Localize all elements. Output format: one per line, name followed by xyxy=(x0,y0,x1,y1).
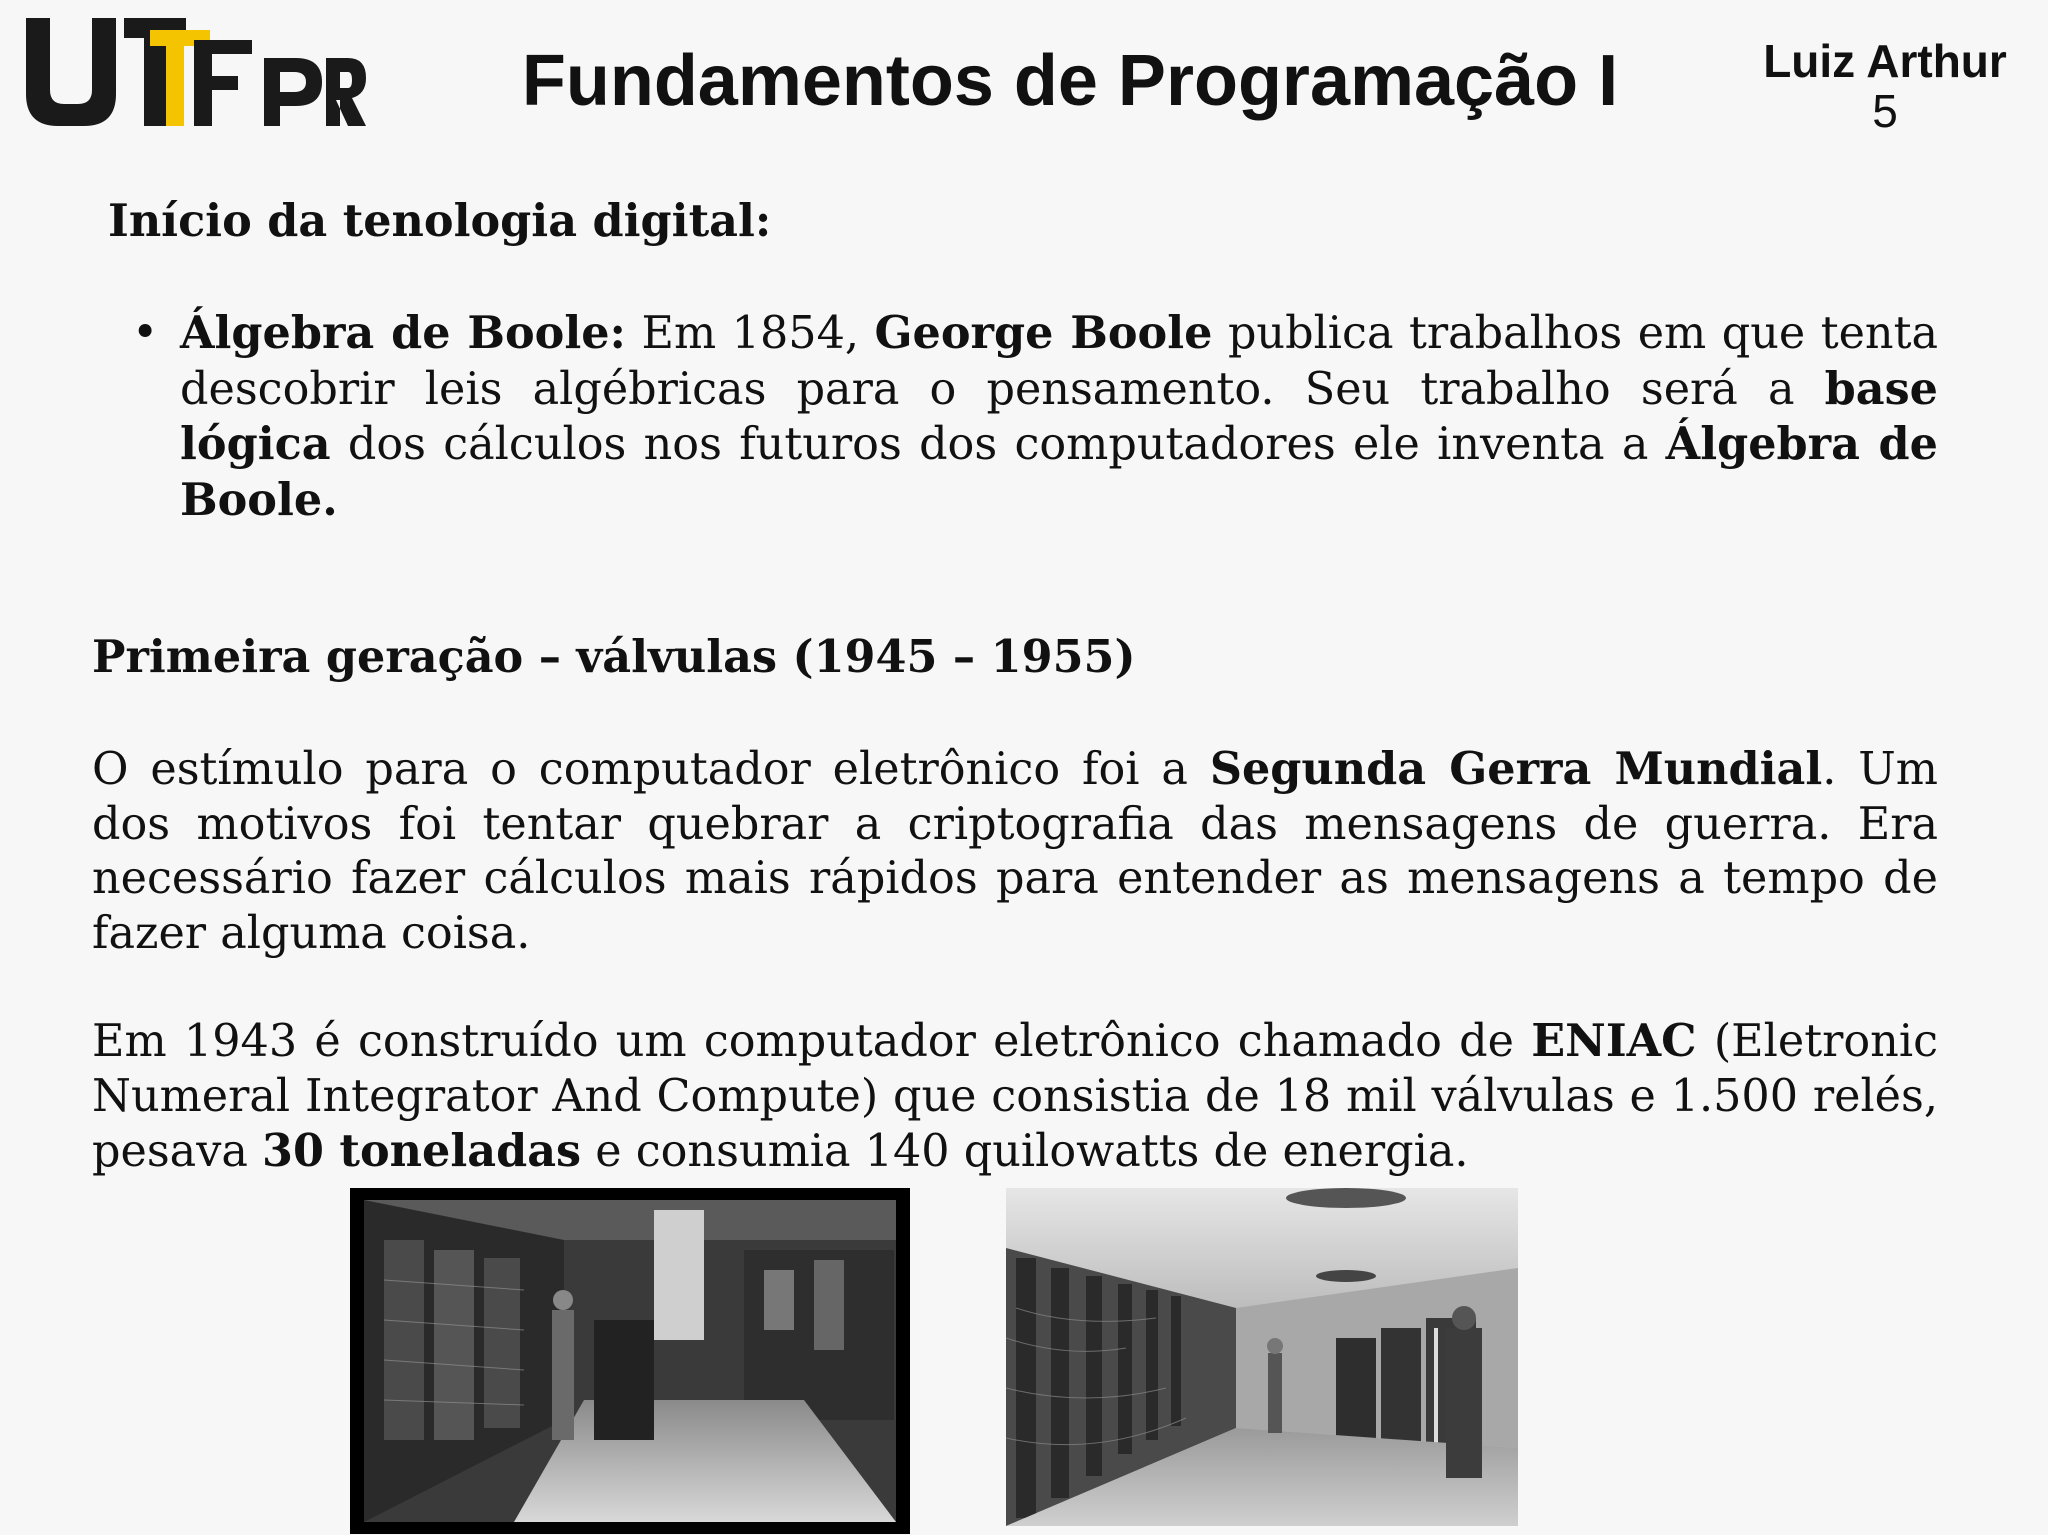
bullet-marker: • xyxy=(132,307,159,358)
text-span: publica trabalhos em que tenta descobrir leis algébricas para o pensamento. Seu trabalho será a xyxy=(180,308,1938,415)
eniac-photo-left xyxy=(350,1188,910,1534)
bold-term-george-boole: George Boole xyxy=(874,307,1213,359)
section-heading-first-generation: Primeira geração – válvulas (1945 – 1955) xyxy=(92,631,1136,683)
eniac-photo-right-image xyxy=(1006,1188,1518,1526)
bold-term-eniac: ENIAC xyxy=(1531,1015,1697,1067)
slide-title: Fundamentos de Programação I xyxy=(521,41,1619,121)
text-span: e consumia 140 quilowatts de energia. xyxy=(581,1126,1469,1177)
text-span: (Eletronic Numeral Integrator And Compute) que consistia de 18 mil válvulas e 1.500 relés, pesava xyxy=(92,1016,1938,1177)
bold-term-base-logica: base lógica xyxy=(180,362,1938,470)
text-span: Em 1854, xyxy=(625,308,875,359)
bold-term-ww2: Segunda Gerra Mundial xyxy=(1209,743,1823,795)
bullet-item-boole xyxy=(132,306,1938,528)
paragraph-ww2 xyxy=(92,742,1938,961)
text-span: . Um dos motivos foi tentar quebrar a criptografia das mensagens de guerra. Era necessário fazer cálculos mais rápidos para entender as mensagens a tempo de fazer alguma coisa. xyxy=(92,744,1938,959)
paragraph-eniac xyxy=(92,1014,1938,1180)
author-block xyxy=(1740,36,2030,136)
text-span: O estímulo para o computador eletrônico foi a xyxy=(92,744,1210,795)
utfpr-logo-image xyxy=(26,18,366,130)
page-number: 5 xyxy=(1872,85,1898,137)
text-span: dos cálculos nos futuros dos computadores ele inventa a xyxy=(330,419,1666,470)
section-heading-digital-technology: Início da tenologia digital: xyxy=(108,195,772,247)
bold-term-algebra-end: Álgebra de Boole. xyxy=(180,418,1938,526)
eniac-photo-right xyxy=(1006,1188,1518,1526)
eniac-photo-left-image xyxy=(364,1200,896,1522)
bold-term-30-tons: 30 toneladas xyxy=(262,1125,582,1177)
bold-term-algebra: Álgebra de Boole: xyxy=(180,307,626,359)
author-name: Luiz Arthur xyxy=(1763,35,2007,87)
bullet-text xyxy=(180,306,1938,528)
text-span: Em 1943 é construído um computador eletrônico chamado de xyxy=(92,1016,1532,1067)
utfpr-logo xyxy=(26,18,366,130)
